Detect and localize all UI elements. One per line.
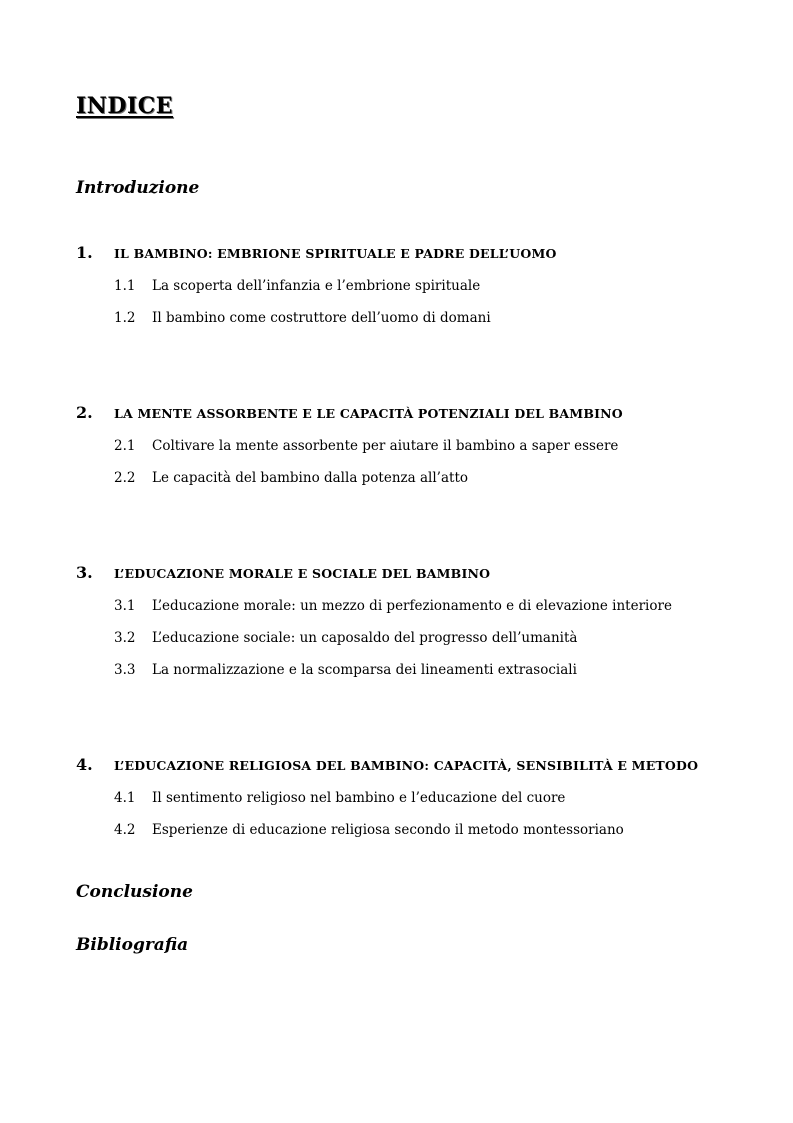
toc-section bbox=[114, 462, 756, 494]
toc-section bbox=[114, 270, 756, 302]
chapter-heading bbox=[76, 563, 756, 585]
section-number: 1.2 bbox=[114, 310, 136, 326]
section-title: La normalizzazione e la scomparsa dei lineamenti extrasociali bbox=[152, 662, 577, 678]
chapter-title: L’EDUCAZIONE RELIGIOSA DEL BAMBINO: CAPACITÀ, SENSIBILITÀ E METODO bbox=[114, 758, 699, 773]
section-title: Esperienze di educazione religiosa secondo il metodo montessoriano bbox=[152, 822, 624, 838]
toc-bibliography: Bibliografia bbox=[76, 935, 189, 955]
toc-section bbox=[114, 430, 756, 462]
toc-section bbox=[114, 654, 756, 686]
chapter-heading bbox=[76, 403, 756, 425]
section-title: Il bambino come costruttore dell’uomo di domani bbox=[152, 310, 491, 326]
chapter-heading bbox=[76, 243, 756, 265]
toc-introduction: Introduzione bbox=[76, 178, 200, 198]
toc-section bbox=[114, 302, 756, 334]
toc-chapter-4 bbox=[76, 755, 756, 846]
chapter-title: LA MENTE ASSORBENTE E LE CAPACITÀ POTENZIALI DEL BAMBINO bbox=[114, 406, 623, 421]
section-title: Il sentimento religioso nel bambino e l’educazione del cuore bbox=[152, 790, 566, 806]
toc-chapter-2 bbox=[76, 403, 756, 494]
section-title: L’educazione sociale: un caposaldo del progresso dell’umanità bbox=[152, 630, 578, 646]
section-title: La scoperta dell’infanzia e l’embrione spirituale bbox=[152, 278, 481, 294]
section-title: Coltivare la mente assorbente per aiutare il bambino a saper essere bbox=[152, 438, 619, 454]
section-number: 3.3 bbox=[114, 662, 136, 678]
chapter-title: L’EDUCAZIONE MORALE E SOCIALE DEL BAMBINO bbox=[114, 566, 491, 581]
section-number: 1.1 bbox=[114, 278, 136, 294]
section-title: Le capacità del bambino dalla potenza all’atto bbox=[152, 470, 468, 486]
chapter-title: IL BAMBINO: EMBRIONE SPIRITUALE E PADRE DELL’UOMO bbox=[114, 246, 557, 261]
toc-section bbox=[114, 814, 756, 846]
toc-section bbox=[114, 590, 756, 622]
toc-chapter-3 bbox=[76, 563, 756, 686]
toc-chapter-1 bbox=[76, 243, 756, 334]
chapter-number: 3. bbox=[76, 563, 93, 582]
chapter-number: 2. bbox=[76, 403, 93, 422]
section-number: 3.2 bbox=[114, 630, 136, 646]
section-number: 4.2 bbox=[114, 822, 136, 838]
toc-section bbox=[114, 622, 756, 654]
section-number: 4.1 bbox=[114, 790, 136, 806]
page-title: INDICE bbox=[76, 93, 174, 119]
chapter-number: 4. bbox=[76, 755, 93, 774]
section-title: L’educazione morale: un mezzo di perfezionamento e di elevazione interiore bbox=[152, 598, 672, 614]
section-number: 2.1 bbox=[114, 438, 136, 454]
toc-conclusion: Conclusione bbox=[76, 882, 193, 902]
section-number: 2.2 bbox=[114, 470, 136, 486]
chapter-heading bbox=[76, 755, 756, 777]
toc-section bbox=[114, 782, 756, 814]
chapter-number: 1. bbox=[76, 243, 93, 262]
section-number: 3.1 bbox=[114, 598, 136, 614]
